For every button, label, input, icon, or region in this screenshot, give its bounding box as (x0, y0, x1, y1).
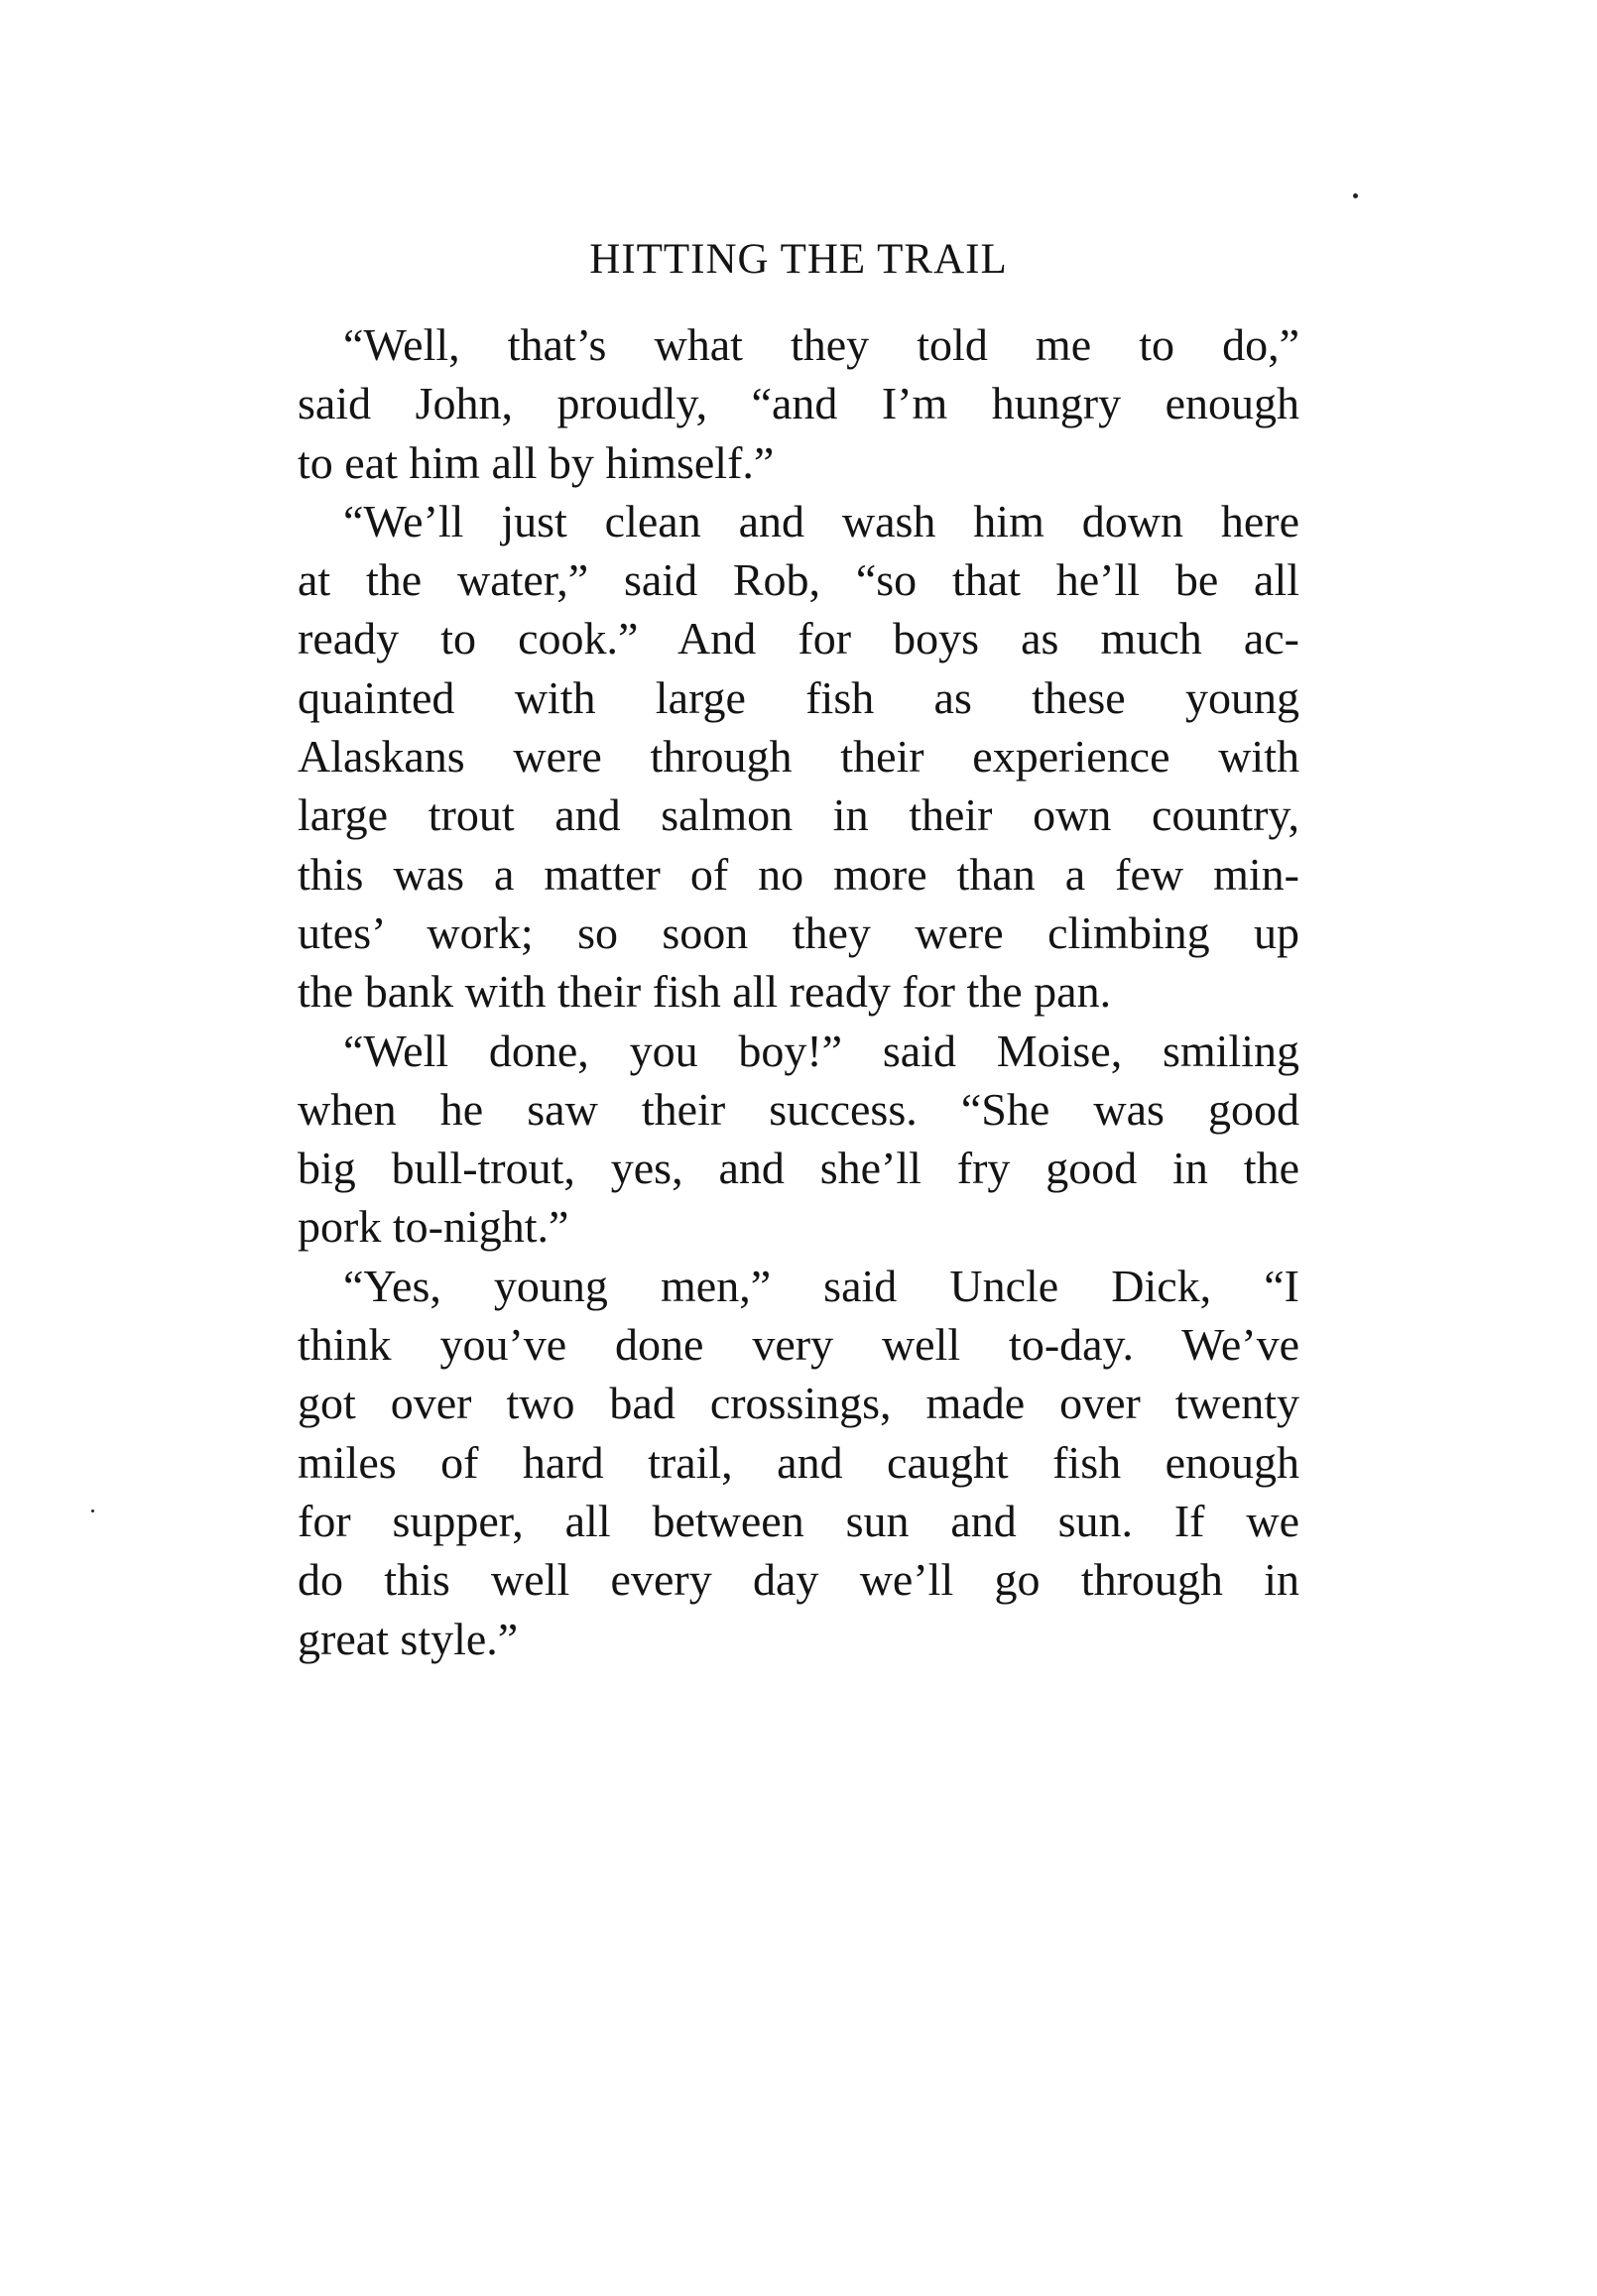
text-line: said John, proudly, “and I’m hungry enough (298, 378, 1299, 429)
text-line: when he saw their success. “She was good (298, 1083, 1299, 1135)
text-line: do this well every day we’ll go through in (298, 1554, 1299, 1606)
text-line: got over two bad crossings, made over twenty (298, 1378, 1299, 1429)
paragraph-1 (298, 315, 1299, 492)
text-line: think you’ve done very well to-day. We’ve (298, 1319, 1299, 1371)
text-line: quainted with large fish as these young (298, 671, 1299, 723)
text-line: miles of hard trail, and caught fish enough (298, 1436, 1299, 1488)
text-line: pork to-night.” (298, 1201, 569, 1253)
text-line: “Well, that’s what they told me to do,” (343, 319, 1299, 370)
text-line: this was a matter of no more than a few min- (298, 848, 1299, 900)
print-speck (91, 1510, 94, 1512)
text-line: utes’ work; so soon they were climbing up (298, 906, 1299, 958)
text-line: for supper, all between sun and sun. If we (298, 1495, 1299, 1546)
text-line: ready to cook.” And for boys as much ac- (298, 613, 1299, 665)
body-text (298, 315, 1299, 1668)
paragraph-3 (298, 1022, 1299, 1257)
text-line: Alaskans were through their experience with (298, 731, 1299, 783)
running-head: HITTING THE TRAIL (589, 236, 1008, 283)
print-speck (1353, 193, 1358, 198)
text-line: at the water,” said Rob, “so that he’ll be all (298, 554, 1299, 606)
text-line: great style.” (298, 1613, 519, 1664)
text-line: “Well done, you boy!” said Moise, smiling (343, 1025, 1299, 1076)
paragraph-4 (298, 1257, 1299, 1668)
text-line: “We’ll just clean and wash him down here (343, 495, 1299, 546)
text-line: large trout and salmon in their own country, (298, 789, 1299, 841)
text-line: the bank with their fish all ready for the pan. (298, 966, 1112, 1018)
text-line: “Yes, young men,” said Uncle Dick, “I (343, 1260, 1299, 1311)
text-line: to eat him all by himself.” (298, 436, 775, 488)
text-line: big bull-trout, yes, and she’ll fry good in the (298, 1143, 1299, 1194)
paragraph-2 (298, 492, 1299, 1022)
